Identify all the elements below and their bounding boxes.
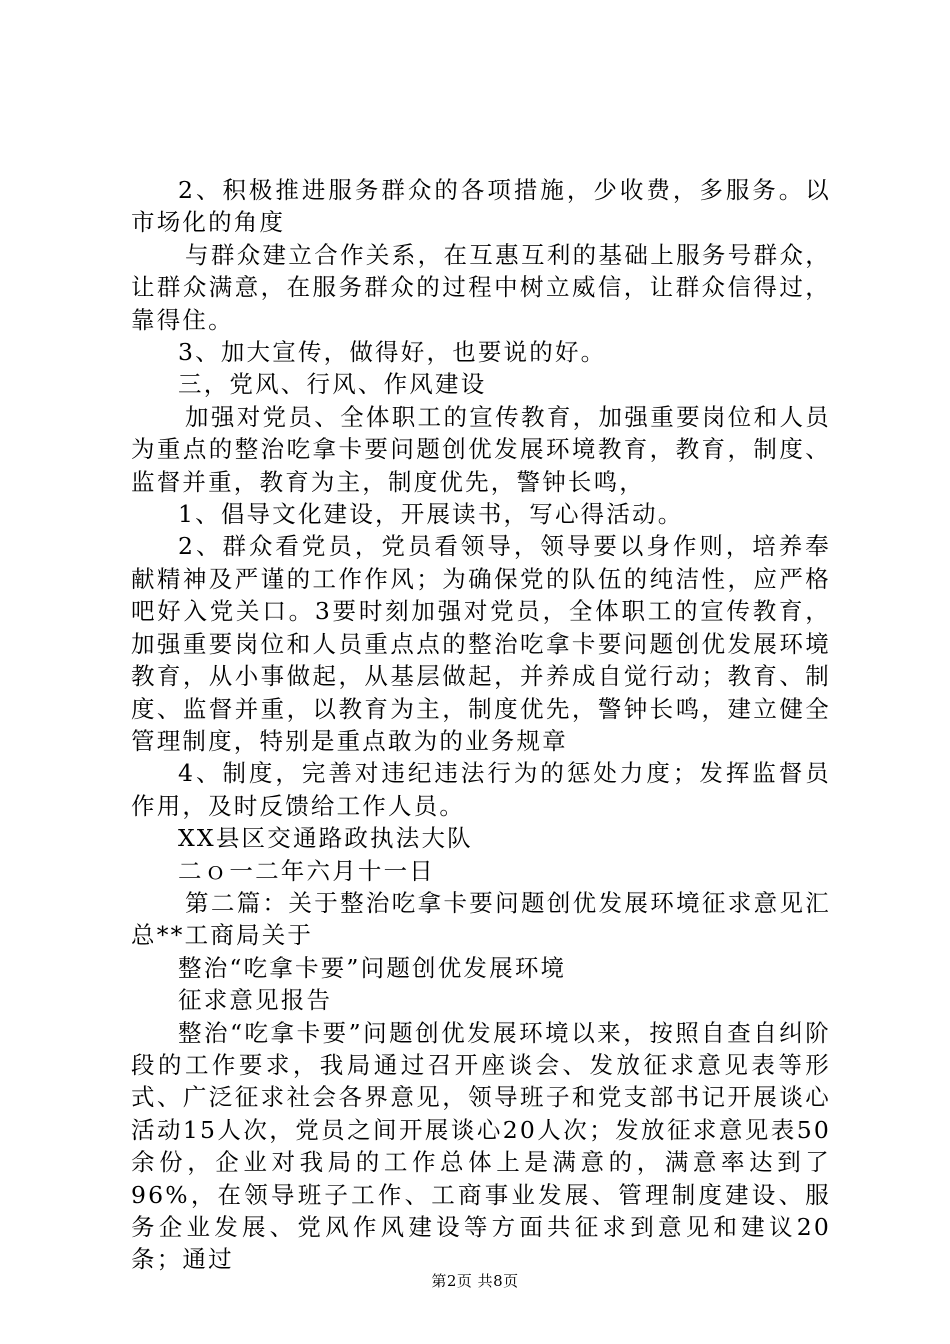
paragraph: 与群众建立合作关系，在互惠互利的基础上服务号群众，让群众满意，在服务群众的过程中树立威信，让群众信得过，靠得住。 (131, 240, 831, 334)
paragraph: 整治“吃拿卡要”问题创优发展环境以来，按照自查自纠阶段的工作要求，我局通过召开座谈会、发放征求意见表等形式、广泛征求社会各界意见，领导班子和党支部书记开展谈心活动15人次，党员之间开展谈心20人次；发放征求意见表50余份，企业对我局的工作总体上是满意的，满意率达到了96%，在领导班子工作、工商事业发展、管理制度建设、服务企业发展、党风作风建设等方面共征求到意见和建议20条；通过 (131, 1018, 831, 1274)
chapter-heading: 第二篇：关于整治吃拿卡要问题创优发展环境征求意见汇总**工商局关于 (131, 888, 831, 950)
paragraph: 2、群众看党员，党员看领导，领导要以身作则，培养奉献精神及严谨的工作作风；为确保党的队伍的纯洁性，应严格吧好入党关口。3要时刻加强对党员，全体职工的宣传教育，加强重要岗位和人员重点点的整治吃拿卡要问题创优发展环境教育，从小事做起，从基层做起，并养成自觉行动；教育、制度、监督并重，以教育为主，制度优先，警钟长鸣，建立健全管理制度，特别是重点敢为的业务规章 (131, 532, 831, 755)
paragraph: 3、加大宣传，做得好，也要说的好。 (178, 338, 607, 367)
document-body (131, 174, 831, 1276)
section-heading: 三，党风、行风、作风建设 (178, 370, 487, 399)
paragraph: 加强对党员、全体职工的宣传教育，加强重要岗位和人员为重点的整治吃拿卡要问题创优发展环境教育，教育，制度、监督并重，教育为主，制度优先，警钟长鸣， (131, 402, 831, 496)
report-title: 整治“吃拿卡要”问题创优发展环境 (178, 953, 567, 982)
report-subtitle: 征求意见报告 (178, 986, 333, 1015)
signature-organization: XX县区交通路政执法大队 (178, 824, 473, 853)
paragraph: 1、倡导文化建设，开展读书，写心得活动。 (178, 500, 684, 529)
paragraph: 4、制度，完善对违纪违法行为的惩处力度；发挥监督员作用，及时反馈给工作人员。 (131, 759, 831, 820)
paragraph: 2、积极推进服务群众的各项措施，少收费，多服务。以市场化的角度 (131, 176, 831, 237)
signature-date: 二ｏ一二年六月十一日 (178, 856, 435, 885)
page-number-footer: 第2页 共8页 (431, 1272, 519, 1290)
